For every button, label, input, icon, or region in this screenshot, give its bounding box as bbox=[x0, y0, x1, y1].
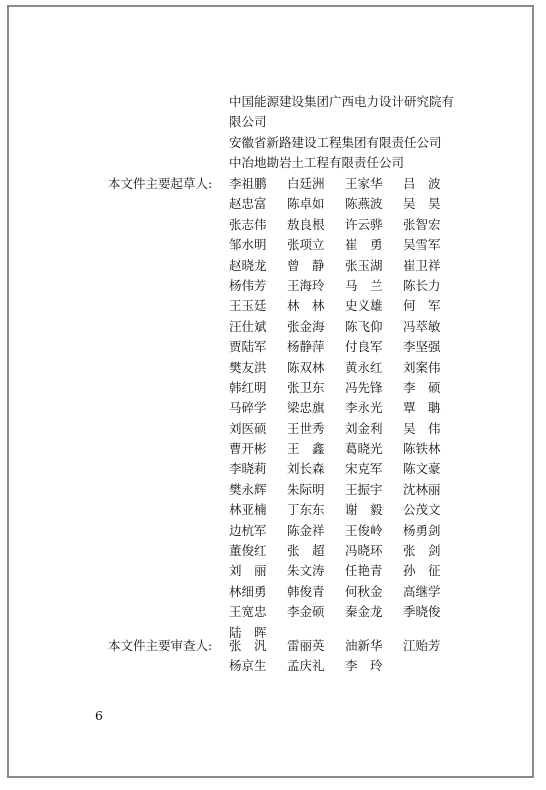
person-name: 张 超 bbox=[287, 543, 325, 559]
person-name: 白廷洲 bbox=[287, 176, 325, 191]
person-name: 李祖鹏 bbox=[229, 176, 267, 191]
person-name: 冯萃敏 bbox=[403, 318, 441, 334]
name-row bbox=[229, 500, 469, 520]
name-row bbox=[229, 378, 469, 398]
person-name: 汪仕斌 bbox=[229, 318, 267, 334]
organization-line: 中冶地勘岩土工程有限责任公司 bbox=[229, 155, 405, 171]
name-row bbox=[229, 276, 469, 296]
person-name: 林细勇 bbox=[229, 583, 267, 599]
name-row bbox=[229, 541, 469, 561]
drafters-names bbox=[229, 174, 469, 643]
person-name: 黄永红 bbox=[345, 359, 383, 375]
drafters-label: 本文件主要起草人: bbox=[108, 176, 213, 191]
name-row bbox=[229, 459, 469, 479]
person-name: 何 军 bbox=[403, 298, 441, 314]
person-name: 沈林丽 bbox=[403, 481, 441, 497]
person-name: 付良军 bbox=[345, 339, 383, 355]
person-name: 李 硕 bbox=[403, 379, 441, 395]
person-name: 张玉湖 bbox=[345, 257, 383, 273]
person-name: 冯晓环 bbox=[345, 543, 383, 559]
name-row bbox=[229, 636, 469, 656]
person-name: 葛晓光 bbox=[345, 441, 383, 457]
person-name: 敖良根 bbox=[287, 216, 325, 232]
name-row bbox=[229, 656, 469, 676]
person-name: 韩红明 bbox=[229, 379, 267, 395]
name-row bbox=[229, 398, 469, 418]
name-row bbox=[229, 439, 469, 459]
person-name: 杨京生 bbox=[229, 658, 267, 674]
person-name: 崔卫祥 bbox=[403, 257, 441, 273]
name-row bbox=[229, 317, 469, 337]
person-name: 王海玲 bbox=[287, 277, 325, 293]
person-name: 王振宇 bbox=[345, 481, 383, 497]
person-name: 韩俊青 bbox=[287, 583, 325, 599]
person-name: 秦金龙 bbox=[345, 604, 383, 620]
person-name: 陈金祥 bbox=[287, 522, 325, 538]
person-name: 董俊红 bbox=[229, 543, 267, 559]
person-name: 刘 丽 bbox=[229, 563, 267, 579]
reviewers-label: 本文件主要审查人: bbox=[108, 638, 213, 653]
person-name: 樊友洪 bbox=[229, 359, 267, 375]
person-name: 杨静萍 bbox=[287, 339, 325, 355]
person-name: 李永光 bbox=[345, 400, 383, 416]
person-name: 张志伟 bbox=[229, 216, 267, 232]
person-name: 张智宏 bbox=[403, 216, 441, 232]
person-name: 陈飞仰 bbox=[345, 318, 383, 334]
person-name: 刘金利 bbox=[345, 420, 383, 436]
name-row bbox=[229, 337, 469, 357]
person-name: 孙 征 bbox=[403, 563, 441, 579]
person-name: 宋克军 bbox=[345, 461, 383, 477]
person-name: 朱文涛 bbox=[287, 563, 325, 579]
name-row bbox=[229, 358, 469, 378]
name-row bbox=[229, 561, 469, 581]
person-name: 李 玲 bbox=[345, 658, 383, 674]
person-name: 陈卓如 bbox=[287, 196, 325, 212]
person-name: 杨勇剑 bbox=[403, 522, 441, 538]
name-row bbox=[229, 194, 469, 214]
person-name: 林 林 bbox=[287, 298, 325, 314]
person-name: 油新华 bbox=[345, 638, 383, 653]
organization-line: 安徽省新路建设工程集团有限责任公司 bbox=[229, 134, 442, 150]
person-name: 冯先锋 bbox=[345, 379, 383, 395]
person-name: 陈文豪 bbox=[403, 461, 441, 477]
person-name: 吴雪军 bbox=[403, 237, 441, 253]
person-name: 何秋金 bbox=[345, 583, 383, 599]
person-name: 朱际明 bbox=[287, 481, 325, 497]
person-name: 王 鑫 bbox=[287, 441, 325, 457]
person-name: 陈燕波 bbox=[345, 196, 383, 212]
person-name: 樊永辉 bbox=[229, 481, 267, 497]
person-name: 赵忠富 bbox=[229, 196, 267, 212]
person-name: 曹开彬 bbox=[229, 441, 267, 457]
name-row bbox=[229, 419, 469, 439]
person-name: 吕 波 bbox=[403, 176, 441, 191]
person-name: 林亚楠 bbox=[229, 502, 267, 518]
name-row bbox=[229, 582, 469, 602]
person-name: 刘长森 bbox=[287, 461, 325, 477]
person-name: 江贻芳 bbox=[403, 638, 441, 653]
person-name: 吴 昊 bbox=[403, 196, 441, 212]
person-name: 刘案伟 bbox=[403, 359, 441, 375]
name-row bbox=[229, 602, 469, 622]
person-name: 季晓俊 bbox=[403, 604, 441, 620]
person-name: 马碎学 bbox=[229, 400, 267, 416]
person-name: 丁东东 bbox=[287, 502, 325, 518]
person-name: 贾陆军 bbox=[229, 339, 267, 355]
person-name: 王玉廷 bbox=[229, 298, 267, 314]
person-name: 陈长力 bbox=[403, 277, 441, 293]
person-name: 王家华 bbox=[345, 176, 383, 191]
name-row bbox=[229, 521, 469, 541]
person-name: 公茂文 bbox=[403, 502, 441, 518]
person-name: 张项立 bbox=[287, 237, 325, 253]
person-name: 谢 毅 bbox=[345, 502, 383, 518]
person-name: 刘医硕 bbox=[229, 420, 267, 436]
person-name: 陈双林 bbox=[287, 359, 325, 375]
reviewers-names bbox=[229, 636, 469, 677]
person-name: 梁忠旗 bbox=[287, 400, 325, 416]
name-row bbox=[229, 215, 469, 235]
name-row bbox=[229, 256, 469, 276]
person-name: 李坚强 bbox=[403, 339, 441, 355]
person-name: 马 兰 bbox=[345, 277, 383, 293]
person-name: 许云骅 bbox=[345, 216, 383, 232]
person-name: 张 汎 bbox=[229, 638, 267, 653]
name-row bbox=[229, 174, 469, 194]
person-name: 赵晓龙 bbox=[229, 257, 267, 273]
person-name: 崔 勇 bbox=[345, 237, 383, 253]
person-name: 李金硕 bbox=[287, 604, 325, 620]
person-name: 张 剑 bbox=[403, 543, 441, 559]
person-name: 张金海 bbox=[287, 318, 325, 334]
person-name: 边杭军 bbox=[229, 522, 267, 538]
organization-line: 限公司 bbox=[229, 114, 267, 130]
page-number: 6 bbox=[95, 708, 103, 723]
person-name: 王世秀 bbox=[287, 420, 325, 436]
person-name: 曾 静 bbox=[287, 257, 325, 273]
person-name: 李晓莉 bbox=[229, 461, 267, 477]
person-name: 高继学 bbox=[403, 583, 441, 599]
person-name: 陆 晖 bbox=[229, 624, 267, 640]
person-name: 邹水明 bbox=[229, 237, 267, 253]
organization-line: 中国能源建设集团广西电力设计研究院有 bbox=[229, 94, 455, 109]
person-name: 陈铁林 bbox=[403, 441, 441, 457]
person-name: 王俊岭 bbox=[345, 522, 383, 538]
name-row bbox=[229, 480, 469, 500]
person-name: 王宽忠 bbox=[229, 604, 267, 620]
name-row bbox=[229, 235, 469, 255]
person-name: 张卫东 bbox=[287, 379, 325, 395]
person-name: 孟庆礼 bbox=[287, 658, 325, 674]
person-name: 雷丽英 bbox=[287, 638, 325, 653]
person-name: 吴 伟 bbox=[403, 420, 441, 436]
person-name: 史义雄 bbox=[345, 298, 383, 314]
name-row bbox=[229, 296, 469, 316]
person-name: 任艳青 bbox=[345, 563, 383, 579]
person-name: 杨伟芳 bbox=[229, 277, 267, 293]
person-name: 覃 聃 bbox=[403, 400, 441, 416]
organization-list bbox=[229, 92, 489, 174]
